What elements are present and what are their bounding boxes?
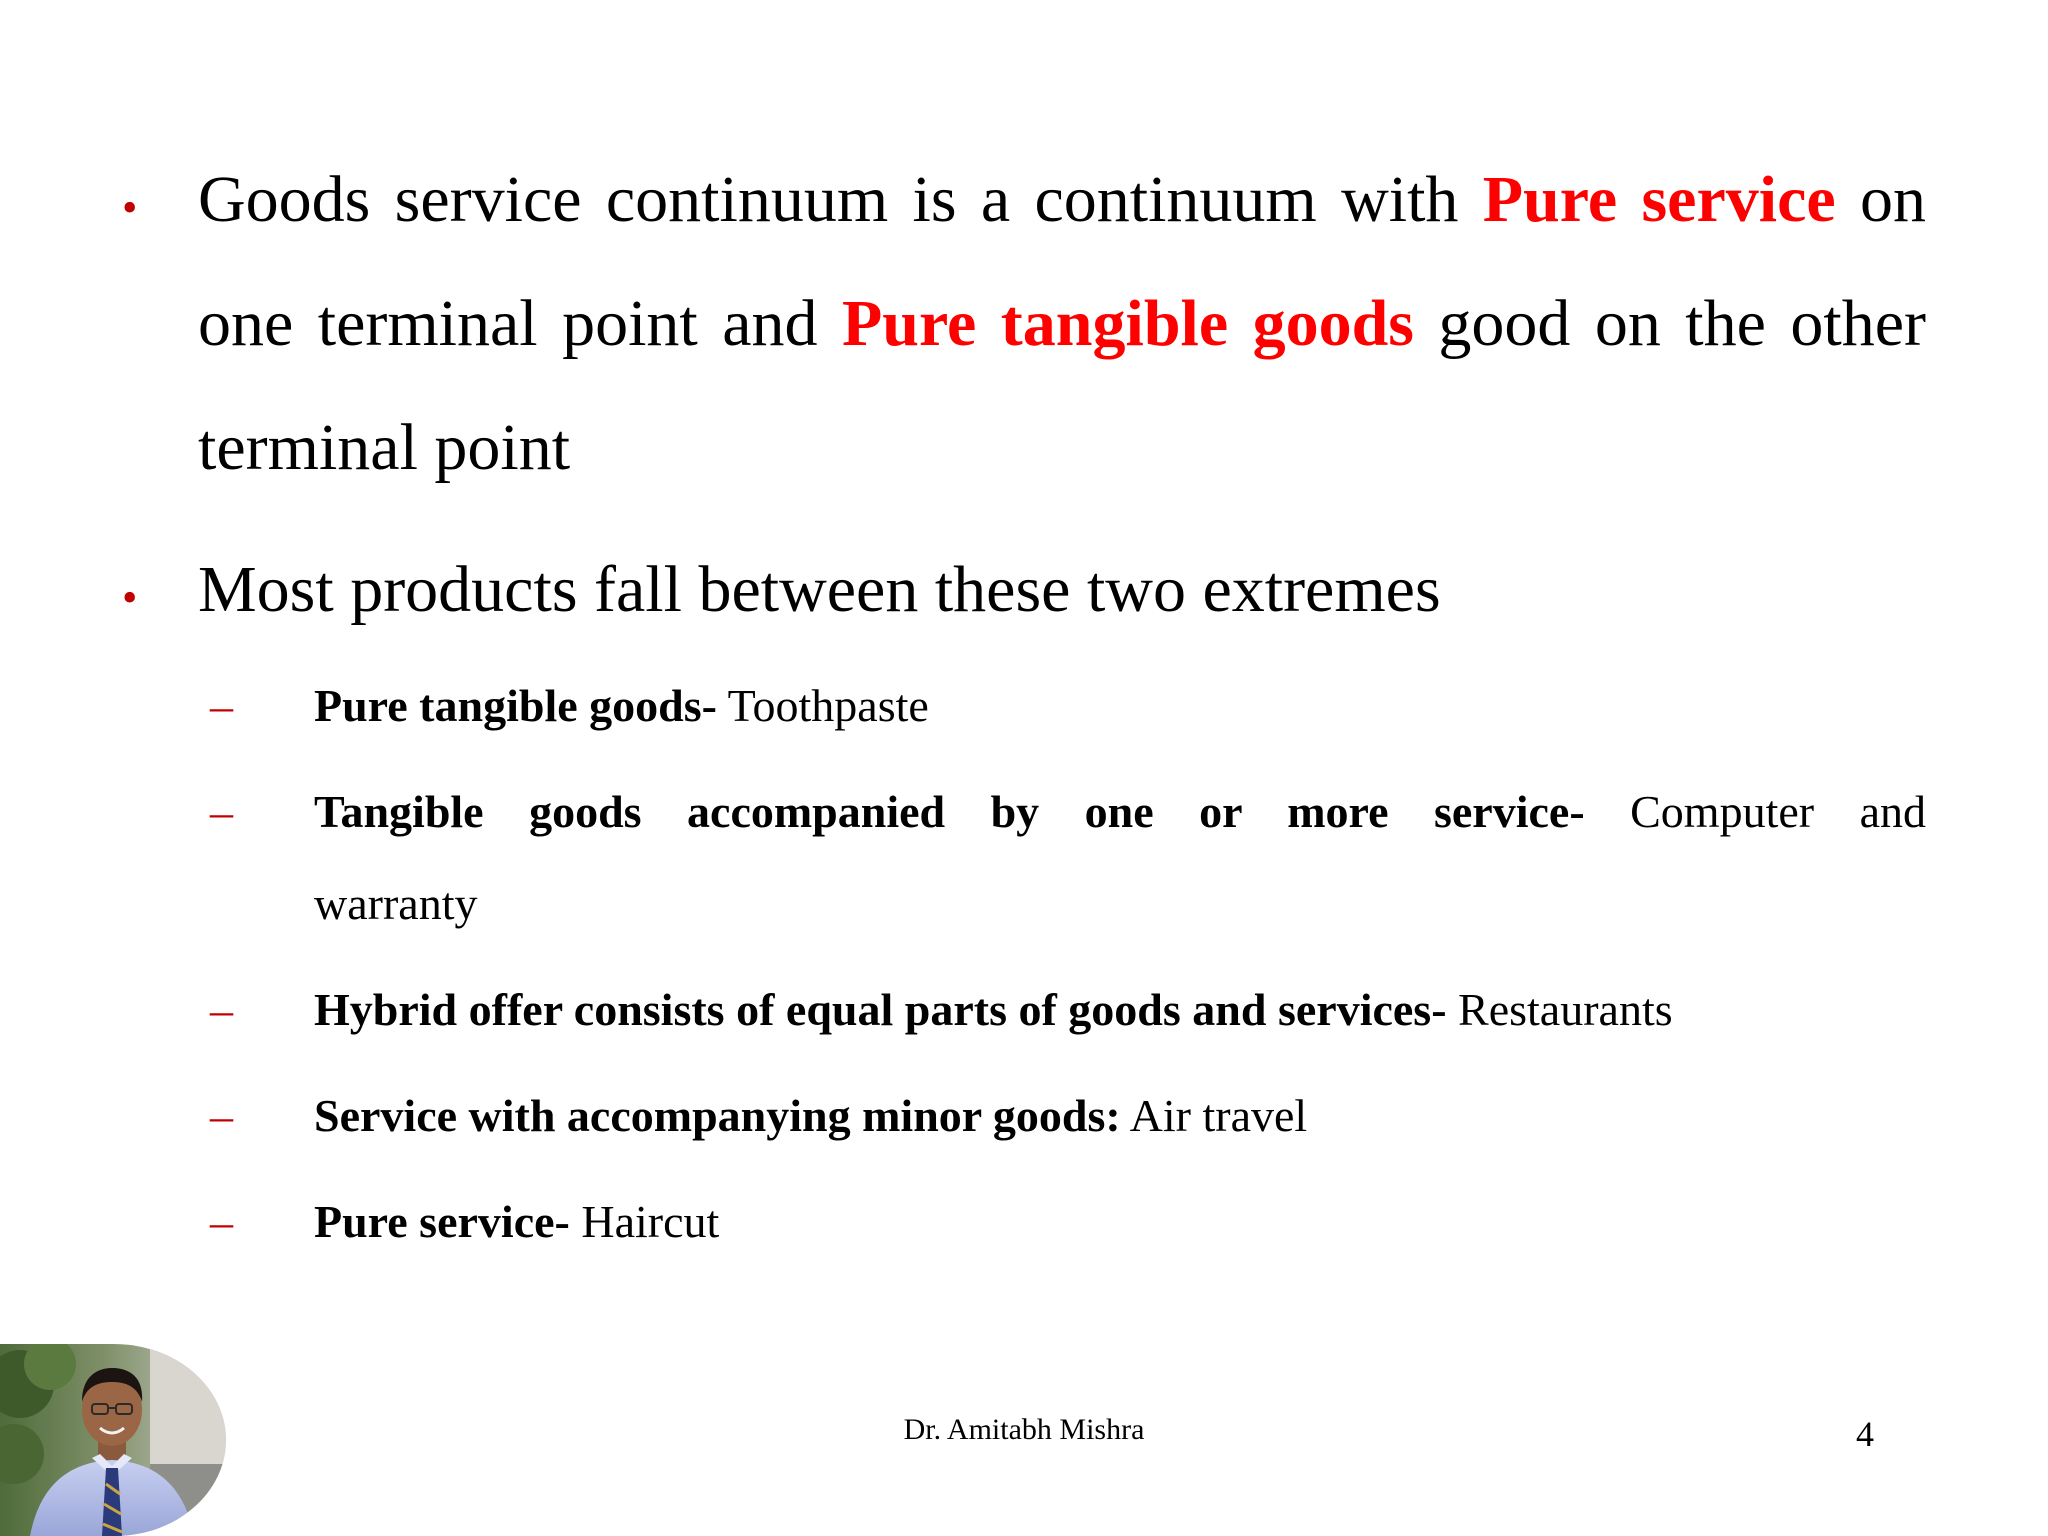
bullet-text <box>198 138 1926 510</box>
sub-item-value: Air travel <box>1120 1090 1308 1141</box>
bullet-text-segment: Goods service continuum is a continuum with <box>198 163 1483 236</box>
bullet-marker: • <box>122 183 138 232</box>
sub-item-value: Haircut <box>569 1196 720 1247</box>
page-number: 4 <box>1856 1414 1874 1454</box>
sub-item-value: Toothpaste <box>716 680 929 731</box>
sub-marker: – <box>210 1196 233 1247</box>
footer-author: Dr. Amitabh Mishra <box>903 1413 1145 1446</box>
sub-item-continuation-text: warranty <box>314 878 478 929</box>
bullet-text-segment: good on the other terminal point <box>198 287 1926 484</box>
sub-item-text <box>314 660 1926 752</box>
sub-item-text <box>314 1070 1926 1162</box>
sub-item-label: Pure tangible goods- <box>314 680 717 731</box>
sub-item-text <box>314 1176 1926 1268</box>
bullet-text-segment: Most products fall between these two extremes <box>198 553 1441 626</box>
emphasis-text: Pure tangible goods <box>841 287 1414 360</box>
sub-item-value: Restaurants <box>1446 984 1673 1035</box>
sub-item-label: Pure service- <box>314 1196 570 1247</box>
bullet-marker: • <box>122 573 138 622</box>
sub-item-label: Service with accompanying minor goods: <box>314 1090 1121 1141</box>
sub-marker: – <box>210 1090 233 1141</box>
sub-item-label: Hybrid offer consists of equal parts of goods and services- <box>314 984 1447 1035</box>
emphasis-text: Pure service <box>1482 163 1836 236</box>
sub-item-text <box>314 964 1926 1056</box>
sub-marker: – <box>210 680 233 731</box>
sub-marker: – <box>210 786 233 837</box>
sub-marker: – <box>210 984 233 1035</box>
sub-item-value: Computer and <box>1584 786 1926 837</box>
sub-item-text <box>314 766 1926 858</box>
sub-item-label: Tangible goods accompanied by one or more service- <box>314 786 1585 837</box>
bullet-text-segment: on one terminal point and <box>198 163 1926 360</box>
bullet-text <box>198 528 1926 652</box>
